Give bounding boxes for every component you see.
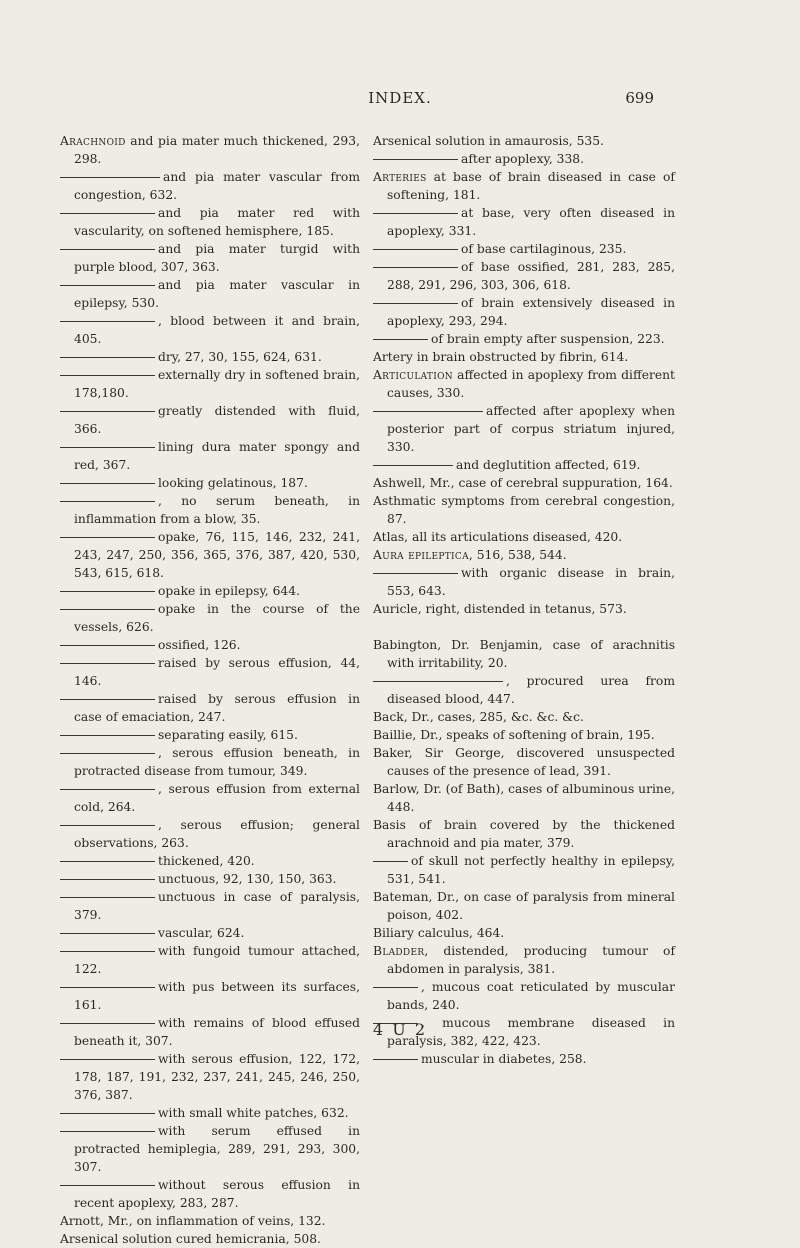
ditto-rule <box>373 213 458 214</box>
entry-text: , serous effusion; general observations, 263. <box>74 818 360 850</box>
index-entry <box>60 492 360 528</box>
entry-text: opake in the course of the vessels, 626. <box>74 602 360 634</box>
ditto-rule <box>60 789 155 790</box>
ditto-rule <box>60 609 155 610</box>
index-entry <box>60 654 360 690</box>
entry-text: and pia mater much thickened, 293, 298. <box>74 134 360 166</box>
ditto-rule <box>60 375 155 376</box>
entry-text: separating easily, 615. <box>158 728 298 742</box>
entry-text: raised by serous effusion in case of emaciation, 247. <box>74 692 360 724</box>
entry-heading: Arachnoid <box>60 134 126 148</box>
index-entry <box>60 744 360 780</box>
entry-heading: Aura epileptica <box>373 548 469 562</box>
entry-text: after apoplexy, 338. <box>461 152 585 166</box>
entry-text: and deglutition affected, 619. <box>456 458 641 472</box>
index-entry <box>60 366 360 402</box>
ditto-rule <box>60 1185 155 1186</box>
running-title: INDEX. <box>368 89 432 107</box>
ditto-rule <box>60 483 155 484</box>
index-entry <box>373 492 675 528</box>
index-entry <box>373 978 675 1014</box>
ditto-rule <box>60 357 155 358</box>
index-entry <box>373 780 675 816</box>
entry-text: , no serum beneath, in inflammation from a blow, 35. <box>74 494 360 526</box>
ditto-rule <box>60 699 155 700</box>
entry-text: Auricle, right, distended in tetanus, 573. <box>373 602 627 616</box>
entry-text: lining dura mater spongy and red, 367. <box>74 440 360 472</box>
entry-text: of skull not perfectly healthy in epilepsy, 531, 541. <box>387 854 675 886</box>
entry-text: with fungoid tumour attached, 122. <box>74 944 360 976</box>
index-entry <box>373 1050 675 1068</box>
index-entry <box>60 1104 360 1122</box>
entry-text: and pia mater vascular from congestion, 632. <box>74 170 360 202</box>
page-header <box>0 89 800 111</box>
index-entry <box>373 528 675 546</box>
index-entry <box>60 852 360 870</box>
ditto-rule <box>60 411 155 412</box>
index-entry <box>373 726 675 744</box>
index-entry <box>373 924 675 942</box>
entry-text: Baker, Sir George, discovered unsuspected causes of the presence of lead, 391. <box>373 746 675 778</box>
entry-text: , mucous coat reticulated by muscular bands, 240. <box>387 980 675 1012</box>
index-entry <box>373 456 675 474</box>
entry-text: , serous effusion from external cold, 264. <box>74 782 360 814</box>
entry-text: with small white patches, 632. <box>158 1106 349 1120</box>
entry-text: and pia mater red with vascularity, on softened hemisphere, 185. <box>74 206 360 238</box>
ditto-rule <box>60 825 155 826</box>
index-entry <box>373 852 675 888</box>
ditto-rule <box>60 897 155 898</box>
index-entry <box>373 564 675 600</box>
index-entry <box>60 1122 360 1176</box>
index-entry <box>373 330 675 348</box>
index-entry <box>60 780 360 816</box>
entry-text: with pus between its surfaces, 161. <box>74 980 360 1012</box>
entry-text: , procured urea from diseased blood, 447. <box>387 674 675 706</box>
index-entry <box>60 1212 360 1230</box>
entry-text: vascular, 624. <box>158 926 245 940</box>
entry-text: , serous effusion beneath, in protracted disease from tumour, 349. <box>74 746 360 778</box>
ditto-rule <box>373 159 458 160</box>
entry-text: , 516, 538, 544. <box>468 548 567 562</box>
entry-text: externally dry in softened brain, 178,180. <box>74 368 360 400</box>
index-entry <box>373 474 675 492</box>
entry-text: raised by serous effusion, 44, 146. <box>74 656 360 688</box>
entry-text: and pia mater vascular in epilepsy, 530. <box>74 278 360 310</box>
entry-heading: Articulation <box>373 368 453 382</box>
entry-text: looking gelatinous, 187. <box>158 476 308 490</box>
ditto-rule <box>60 501 155 502</box>
ditto-rule <box>60 753 155 754</box>
ditto-rule <box>60 861 155 862</box>
index-entry <box>373 402 675 456</box>
entry-text: Asthmatic symptoms from cerebral congestion, 87. <box>373 494 675 526</box>
index-entry <box>373 816 675 852</box>
entry-heading: Bladder <box>373 944 425 958</box>
entry-text: at base of brain diseased in case of softening, 181. <box>387 170 675 202</box>
signature-mark: 4 U 2 <box>372 1020 427 1039</box>
ditto-rule <box>60 285 155 286</box>
ditto-rule <box>373 1059 418 1060</box>
index-entry <box>60 888 360 924</box>
ditto-rule <box>373 411 483 412</box>
entry-text: thickened, 420. <box>158 854 255 868</box>
index-entry <box>373 150 675 168</box>
entry-text: with serum effused in protracted hemiplegia, 289, 291, 293, 300, 307. <box>74 1124 360 1174</box>
ditto-rule <box>373 267 458 268</box>
entry-text: of base ossified, 281, 283, 285, 288, 291, 296, 303, 306, 618. <box>387 260 675 292</box>
index-entry <box>60 726 360 744</box>
ditto-rule <box>373 339 428 340</box>
index-entry <box>60 240 360 276</box>
ditto-rule <box>373 465 453 466</box>
index-entry <box>60 582 360 600</box>
index-entry <box>60 402 360 438</box>
index-entry <box>60 942 360 978</box>
ditto-rule <box>60 591 155 592</box>
index-entry <box>373 942 675 978</box>
index-entry <box>60 978 360 1014</box>
entry-text: of brain empty after suspension, 223. <box>431 332 665 346</box>
entry-text: , mucous membrane diseased in paralysis, 382, 422, 423. <box>387 1016 675 1048</box>
index-entry <box>373 204 675 240</box>
entry-text: opake, 76, 115, 146, 232, 241, 243, 247, 250, 356, 365, 376, 387, 420, 530, 543, 615, 618. <box>74 530 360 580</box>
index-entry <box>373 744 675 780</box>
ditto-rule <box>60 951 155 952</box>
index-entry <box>373 168 675 204</box>
ditto-rule <box>60 735 155 736</box>
ditto-rule <box>60 1059 155 1060</box>
index-entry <box>60 1230 360 1248</box>
right-column <box>373 132 675 1068</box>
left-column <box>60 132 360 1248</box>
index-entry <box>60 438 360 474</box>
index-entry <box>60 924 360 942</box>
index-entry <box>60 204 360 240</box>
index-entry <box>373 546 675 564</box>
entry-text: Basis of brain covered by the thickened arachnoid and pia mater, 379. <box>373 818 675 850</box>
ditto-rule <box>373 861 408 862</box>
ditto-rule <box>373 987 418 988</box>
ditto-rule <box>60 987 155 988</box>
entry-text: Atlas, all its articulations diseased, 420. <box>373 530 623 544</box>
index-entry <box>373 366 675 402</box>
index-entry <box>60 690 360 726</box>
index-entry <box>373 708 675 726</box>
index-entry <box>60 528 360 582</box>
entry-text: opake in epilepsy, 644. <box>158 584 300 598</box>
entry-text: of base cartilaginous, 235. <box>461 242 627 256</box>
entry-text: with serous effusion, 122, 172, 178, 187, 191, 232, 237, 241, 245, 246, 250, 376, 387. <box>74 1052 360 1102</box>
entry-text: Arnott, Mr., on inflammation of veins, 132. <box>60 1214 326 1228</box>
entry-text: Arsenical solution cured hemicrania, 508. <box>60 1232 321 1246</box>
index-entry <box>60 1050 360 1104</box>
ditto-rule <box>60 663 155 664</box>
entry-text: Artery in brain obstructed by fibrin, 614. <box>373 350 629 364</box>
index-entry <box>60 348 360 366</box>
entry-text: , blood between it and brain, 405. <box>74 314 360 346</box>
entry-heading: Arteries <box>373 170 427 184</box>
index-entry <box>373 888 675 924</box>
entry-text: dry, 27, 30, 155, 624, 631. <box>158 350 322 364</box>
index-entry <box>60 276 360 312</box>
entry-text: Baillie, Dr., speaks of softening of brain, 195. <box>373 728 655 742</box>
entry-text: with organic disease in brain, 553, 643. <box>387 566 675 598</box>
entry-text: with remains of blood effused beneath it, 307. <box>74 1016 360 1048</box>
index-entry <box>60 1176 360 1212</box>
ditto-rule <box>60 213 155 214</box>
ditto-rule <box>60 447 155 448</box>
entry-text: Barlow, Dr. (of Bath), cases of albuminous urine, 448. <box>373 782 676 814</box>
index-entry <box>373 294 675 330</box>
entry-text: Bateman, Dr., on case of paralysis from mineral poison, 402. <box>373 890 675 922</box>
page-number: 699 <box>625 89 654 107</box>
entry-text: unctuous in case of paralysis, 379. <box>74 890 360 922</box>
ditto-rule <box>373 249 458 250</box>
index-entry <box>60 870 360 888</box>
index-entry <box>60 132 360 168</box>
ditto-rule <box>373 573 458 574</box>
entry-text: affected in apoplexy from different causes, 330. <box>387 368 675 400</box>
index-entry <box>60 636 360 654</box>
ditto-rule <box>60 933 155 934</box>
entry-text: and pia mater turgid with purple blood, 307, 363. <box>74 242 360 274</box>
ditto-rule <box>60 645 155 646</box>
ditto-rule <box>60 177 160 178</box>
index-entry <box>60 816 360 852</box>
entry-text: Arsenical solution in amaurosis, 535. <box>373 134 604 148</box>
ditto-rule <box>60 1131 155 1132</box>
ditto-rule <box>60 537 155 538</box>
ditto-rule <box>60 249 155 250</box>
ditto-rule <box>60 321 155 322</box>
entry-text: Babington, Dr. Benjamin, case of arachnitis with irritability, 20. <box>373 638 675 670</box>
entry-text: of brain extensively diseased in apoplexy, 293, 294. <box>387 296 675 328</box>
index-entry <box>373 636 675 672</box>
ditto-rule <box>373 681 503 682</box>
ditto-rule <box>60 1113 155 1114</box>
entry-text: ossified, 126. <box>158 638 241 652</box>
entry-text: Back, Dr., cases, 285, &c. &c. &c. <box>373 710 584 724</box>
index-entry <box>373 600 675 618</box>
ditto-rule <box>60 879 155 880</box>
entry-text: Ashwell, Mr., case of cerebral suppuration, 164. <box>373 476 673 490</box>
index-entry <box>60 168 360 204</box>
entry-text: Biliary calculus, 464. <box>373 926 505 940</box>
index-entry <box>373 348 675 366</box>
index-entry <box>373 240 675 258</box>
entry-text: muscular in diabetes, 258. <box>421 1052 587 1066</box>
ditto-rule <box>373 303 458 304</box>
entry-text: unctuous, 92, 130, 150, 363. <box>158 872 337 886</box>
index-entry <box>373 258 675 294</box>
index-entry <box>60 600 360 636</box>
entry-text: at base, very often diseased in apoplexy, 331. <box>387 206 675 238</box>
entry-text: without serous effusion in recent apoplexy, 283, 287. <box>74 1178 360 1210</box>
index-entry <box>60 312 360 348</box>
index-entry <box>60 474 360 492</box>
index-entry <box>373 672 675 708</box>
entry-text: affected after apoplexy when posterior part of corpus striatum injured, 330. <box>387 404 675 454</box>
entry-text: , distended, producing tumour of abdomen in paralysis, 381. <box>387 944 675 976</box>
index-entry <box>373 132 675 150</box>
entry-text: greatly distended with fluid, 366. <box>74 404 360 436</box>
